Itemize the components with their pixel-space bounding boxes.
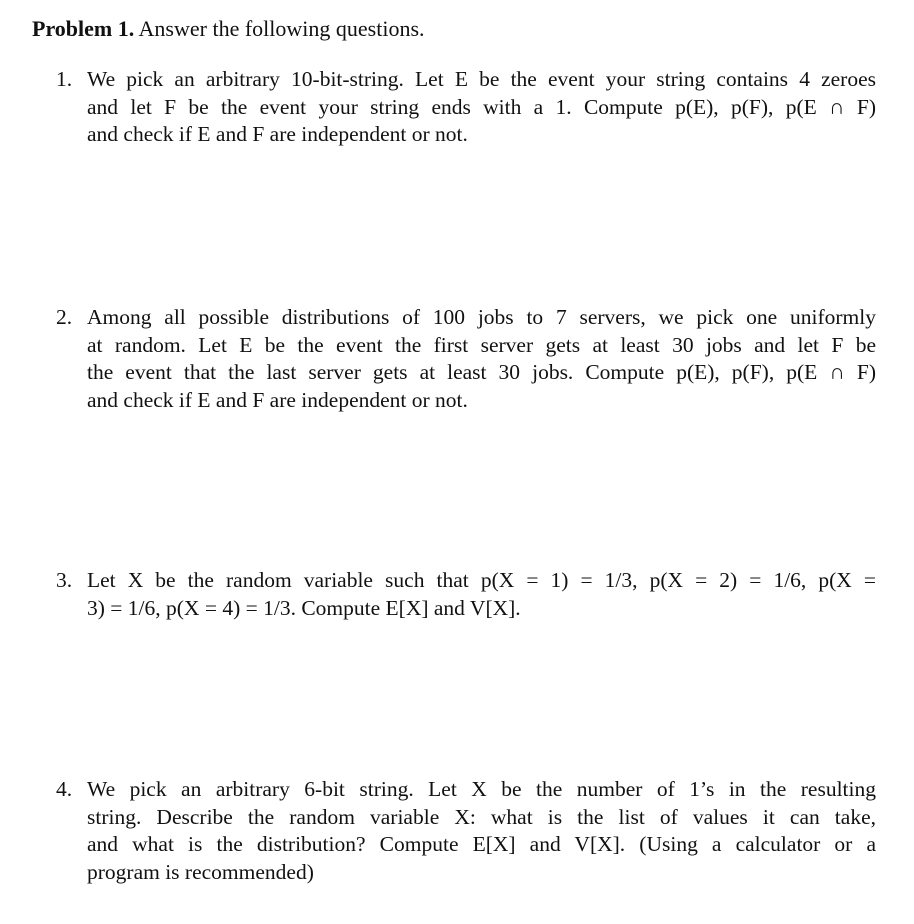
question-line: We pick an arbitrary 6-bit string. Let X be the number of 1’s in the resulting	[87, 777, 876, 801]
question-number: 2.	[56, 305, 73, 329]
question-line: at random. Let E be the event the first server gets at least 30 jobs and let F be	[87, 332, 876, 357]
question-1	[56, 66, 876, 149]
question-line: and what is the distribution? Compute E[X] and V[X]. (Using a calculator or a	[87, 832, 876, 856]
question-2	[56, 304, 876, 414]
problem-intro: Answer the following questions.	[138, 16, 425, 41]
question-number: 4.	[56, 777, 73, 801]
question-line: and let F be the event your string ends with a 1. Compute p(E), p(F), p(E ∩ F)	[87, 94, 876, 119]
question-3	[56, 567, 876, 622]
question-line: the event that the last server gets at least 30 jobs. Compute p(E), p(F), p(E ∩ F)	[87, 360, 876, 384]
problem-heading	[32, 14, 425, 44]
question-line: program is recommended)	[87, 859, 314, 884]
question-number: 1.	[56, 67, 73, 91]
question-number: 3.	[56, 568, 73, 592]
question-line: and check if E and F are independent or not.	[87, 122, 468, 146]
question-4	[56, 776, 876, 886]
question-line: Among all possible distributions of 100 jobs to 7 servers, we pick one uniformly	[87, 305, 876, 329]
question-line: We pick an arbitrary 10-bit-string. Let E be the event your string contains 4 zeroes	[87, 67, 876, 91]
question-line: Let X be the random variable such that p(X = 1) = 1/3, p(X = 2) = 1/6, p(X =	[87, 568, 876, 592]
question-line: and check if E and F are independent or not.	[87, 387, 468, 412]
question-line: 3) = 1/6, p(X = 4) = 1/3. Compute E[X] and V[X].	[87, 595, 521, 620]
question-line: string. Describe the random variable X: what is the list of values it can take,	[87, 804, 876, 829]
problem-label: Problem 1.	[32, 16, 135, 41]
